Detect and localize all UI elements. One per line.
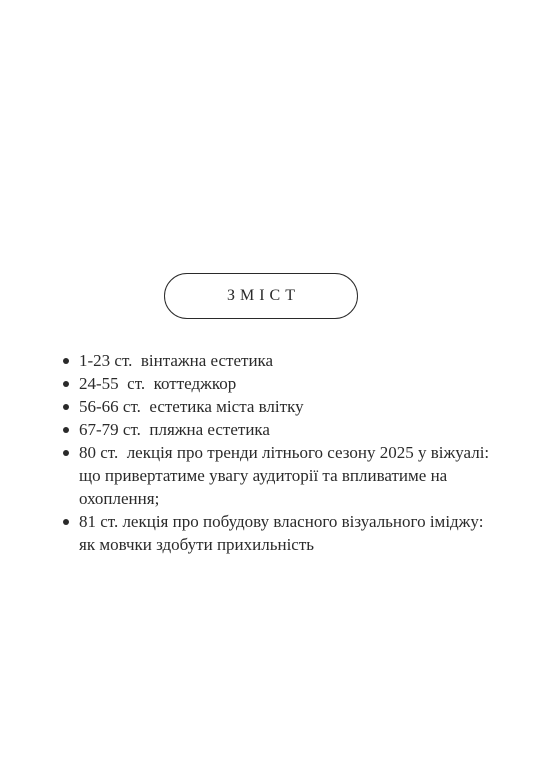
toc-list	[62, 349, 492, 556]
bullet-icon	[63, 358, 69, 364]
toc-item	[62, 372, 492, 395]
toc-item	[62, 441, 492, 510]
toc-item	[62, 510, 492, 556]
toc-item-text: 1-23 ст. вінтажна естетика	[79, 351, 274, 370]
toc-item-text: 80 ст. лекція про тренди літнього сезону 2025 у віжуалі: що привертатиме увагу аудиторії та впливатиме на охоплення;	[79, 443, 494, 508]
toc-item	[62, 418, 492, 441]
toc-title: ЗМІСТ	[226, 287, 300, 304]
bullet-icon	[63, 427, 69, 433]
bullet-icon	[63, 450, 69, 456]
toc-item	[62, 395, 492, 418]
toc-item-text: 56-66 ст. естетика міста влітку	[79, 397, 304, 416]
toc-item-text: 67-79 ст. пляжна естетика	[79, 420, 270, 439]
bullet-icon	[63, 404, 69, 410]
toc-item-text: 24-55 ст. коттеджкор	[79, 374, 237, 393]
bullet-icon	[63, 381, 69, 387]
toc-title-frame	[164, 273, 358, 319]
toc-item	[62, 349, 492, 372]
bullet-icon	[63, 519, 69, 525]
toc-item-text: 81 ст. лекція про побудову власного візуального іміджу: як мовчки здобути прихильність	[79, 512, 488, 554]
